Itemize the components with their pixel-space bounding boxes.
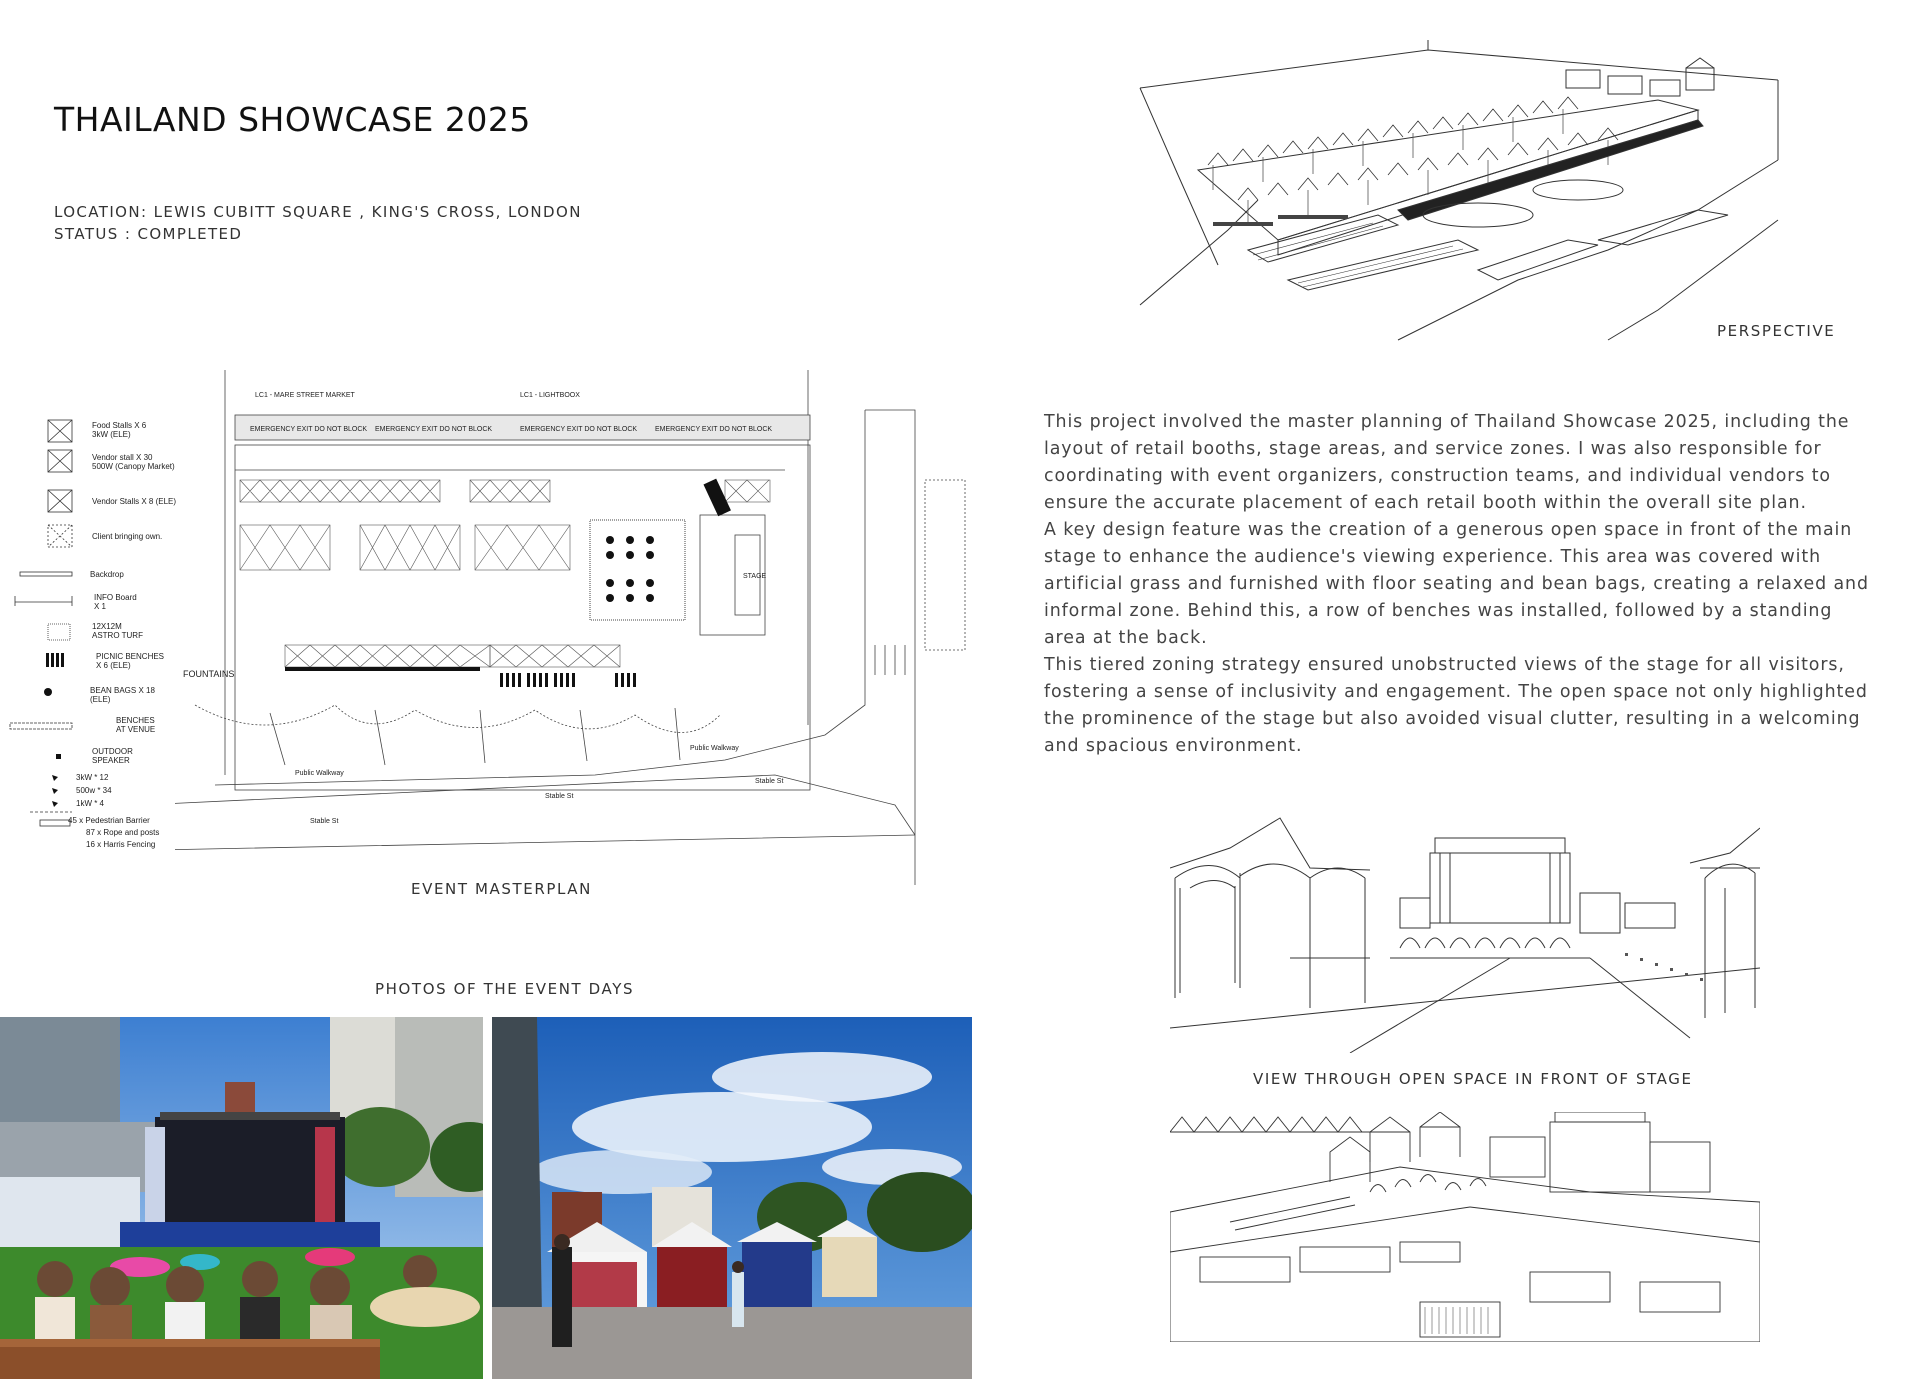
plan-label: Stable St xyxy=(310,818,339,825)
event-photo-stage xyxy=(0,1017,483,1379)
legend-label: X 6 (ELE) xyxy=(96,661,131,670)
legend-label: Vendor Stalls X 8 (ELE) xyxy=(92,497,177,506)
legend-label: PICNIC BENCHES xyxy=(96,652,165,661)
legend-label: Vendor stall X 30 xyxy=(92,453,153,462)
description-paragraph: A key design feature was the creation of a generous open space in front of the main stage to enhance the audience's viewing experience. This area was covered with artificial grass and furnished with floor seating and bean bags, creating a relaxed and informal zone. Behind this, a row of benches was installed, followed by a standing area at the back. xyxy=(1044,520,1869,648)
legend-label: Client bringing own. xyxy=(92,532,163,541)
masterplan-legend xyxy=(0,410,200,860)
description-paragraph: This tiered zoning strategy ensured unobstructed views of the stage for all visitors, fostering a sense of inclusivity and engagement. The open space not only highlighted the prominence of the stage but also avoided visual clutter, resulting in a welcoming and spacious environment. xyxy=(1044,655,1868,756)
legend-label: Food Stalls X 6 xyxy=(92,421,147,430)
legend-label: 500W (Canopy Market) xyxy=(92,462,175,471)
location-text: LOCATION: LEWIS CUBITT SQUARE , KING'S CROSS, LONDON xyxy=(54,203,582,221)
legend-label: BEAN BAGS X 18 xyxy=(90,686,155,695)
status-text: STATUS : COMPLETED xyxy=(54,225,243,243)
page-title: THAILAND SHOWCASE 2025 xyxy=(54,100,531,139)
plan-label: EMERGENCY EXIT DO NOT BLOCK xyxy=(375,426,493,433)
plan-label: LC1 - LIGHTBOOX xyxy=(520,392,580,399)
perspective-drawing xyxy=(1138,40,1788,345)
plan-label: STAGE xyxy=(743,573,767,580)
description-paragraph: This project involved the master planning of Thailand Showcase 2025, including the layout of retail booths, stage areas, and service zones. I was also responsible for coordinating with event organizers, construction teams, and individual vendors to ensure the accurate placement of each retail booth within the overall site plan. xyxy=(1044,412,1850,513)
masterplan-caption: EVENT MASTERPLAN xyxy=(411,880,592,898)
plan-label: Public Walkway xyxy=(690,745,739,752)
plan-label: EMERGENCY EXIT DO NOT BLOCK xyxy=(520,426,638,433)
legend-label: AT VENUE xyxy=(116,725,156,734)
legend-label: Backdrop xyxy=(90,570,124,579)
legend-label: X 1 xyxy=(94,602,107,611)
plan-label: FOUNTAINS xyxy=(183,669,235,679)
perspective-caption: PERSPECTIVE xyxy=(1717,322,1836,340)
legend-label: BENCHES xyxy=(116,716,155,725)
legend-label: 3kW * 12 xyxy=(76,773,109,782)
legend-label: INFO Board xyxy=(94,593,137,602)
plan-label: Public Walkway xyxy=(295,770,344,777)
legend-label: ASTRO TURF xyxy=(92,631,143,640)
legend-label: 45 x Pedestrian Barrier xyxy=(68,816,150,825)
legend-label: 3kW (ELE) xyxy=(92,430,131,439)
plan-label: Stable St xyxy=(545,793,574,800)
legend-label: (ELE) xyxy=(90,695,111,704)
stage-view-caption: VIEW THROUGH OPEN SPACE IN FRONT OF STAGE xyxy=(1253,1070,1693,1088)
plan-label: EMERGENCY EXIT DO NOT BLOCK xyxy=(655,426,773,433)
project-description xyxy=(1044,409,1874,760)
plan-label: Stable St xyxy=(755,778,784,785)
masterplan-drawing xyxy=(175,365,975,890)
stage-view-sketch-top xyxy=(1170,808,1760,1053)
legend-label: 12X12M xyxy=(92,622,122,631)
plan-label: LC1 - MARE STREET MARKET xyxy=(255,392,355,399)
project-meta xyxy=(54,201,582,245)
plan-label: EMERGENCY EXIT DO NOT BLOCK xyxy=(250,426,368,433)
legend-label: 16 x Harris Fencing xyxy=(86,840,156,849)
legend-label: 87 x Rope and posts xyxy=(86,828,160,837)
legend-label: SPEAKER xyxy=(92,756,130,765)
legend-label: 500w * 34 xyxy=(76,786,112,795)
legend-label: 1kW * 4 xyxy=(76,799,105,808)
photos-caption: PHOTOS OF THE EVENT DAYS xyxy=(375,980,635,998)
legend-label: OUTDOOR xyxy=(92,747,133,756)
stage-view-sketch-bottom xyxy=(1170,1112,1760,1342)
event-photo-stalls xyxy=(492,1017,972,1379)
